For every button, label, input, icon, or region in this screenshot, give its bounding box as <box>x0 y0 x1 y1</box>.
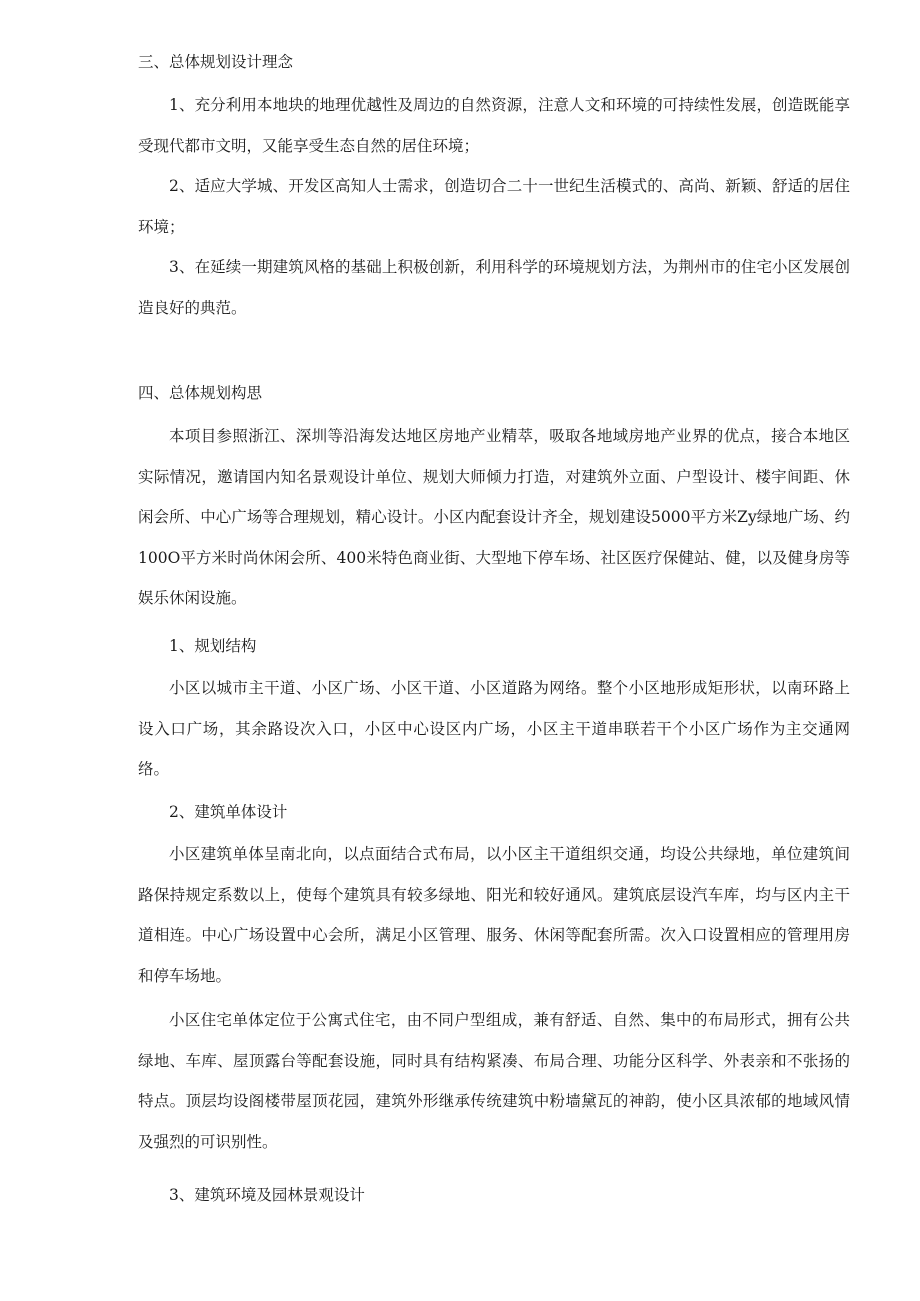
section3-item-3: 3、在延续一期建筑风格的基础上积极创新，利用科学的环境规划方法，为荆州市的住宅小区发展创造良好的典范。 <box>138 258 850 317</box>
building-design-text-2: 小区住宅单体定位于公寓式住宅，由不同户型组成，兼有舒适、自然、集中的布局形式，拥有公共绿地、车库、屋顶露台等配套设施，同时具有结构紧凑、布局合理、功能分区科学、外表亲和不张扬的特点。顶层均设阁楼带屋顶花园，建筑外形继承传统建筑中粉墙黛瓦的神韵，使小区具浓郁的地域风情及强烈的可识别性。 <box>138 1011 850 1151</box>
section3-heading: 三、总体规划设计理念 <box>138 53 294 71</box>
sub-heading-landscape-design: 3、建筑环境及园林景观设计 <box>169 1186 365 1204</box>
building-design-text-1: 小区建筑单体呈南北向，以点面结合式布局，以小区主干道组织交通，均设公共绿地，单位建筑间路保持规定系数以上，使每个建筑具有较多绿地、阳光和较好通风。建筑底层设汽车库，均与区内主干道相连。中心广场设置中心会所，满足小区管理、服务、休闲等配套所需。次入口设置相应的管理用房和停车场地。 <box>138 845 850 985</box>
sub-heading-planning-structure: 1、规划结构 <box>169 637 257 655</box>
section3-item-2: 2、适应大学城、开发区高知人士需求，创造切合二十一世纪生活模式的、高尚、新颖、舒适的居住环境； <box>138 177 850 236</box>
section4-intro: 本项目参照浙江、深圳等沿海发达地区房地产业精萃，吸取各地域房地产业界的优点，接合本地区实际情况，邀请国内知名景观设计单位、规划大师倾力打造，对建筑外立面、户型设计、楼宇间距、休闲会所、中心广场等合理规划，精心设计。小区内配套设计齐全，规划建设5000平方米Zy绿地广场、约100O平方米时尚休闲会所、400米特色商业街、大型地下停车场、社区医疗保健站、健，以及健身房等娱乐休闲设施。 <box>138 427 850 607</box>
section3-item-1: 1、充分利用本地块的地理优越性及周边的自然资源，注意人文和环境的可持续性发展，创造既能享受现代都市文明，又能享受生态自然的居住环境； <box>138 96 850 155</box>
sub-heading-building-design: 2、建筑单体设计 <box>169 803 288 821</box>
planning-structure-text: 小区以城市主干道、小区广场、小区干道、小区道路为网络。整个小区地形成矩形状，以南环路上设入口广场，其余路设次入口，小区中心设区内广场，小区主干道串联若干个小区广场作为主交通网络。 <box>138 679 850 778</box>
section4-heading: 四、总体规划构思 <box>138 384 263 402</box>
